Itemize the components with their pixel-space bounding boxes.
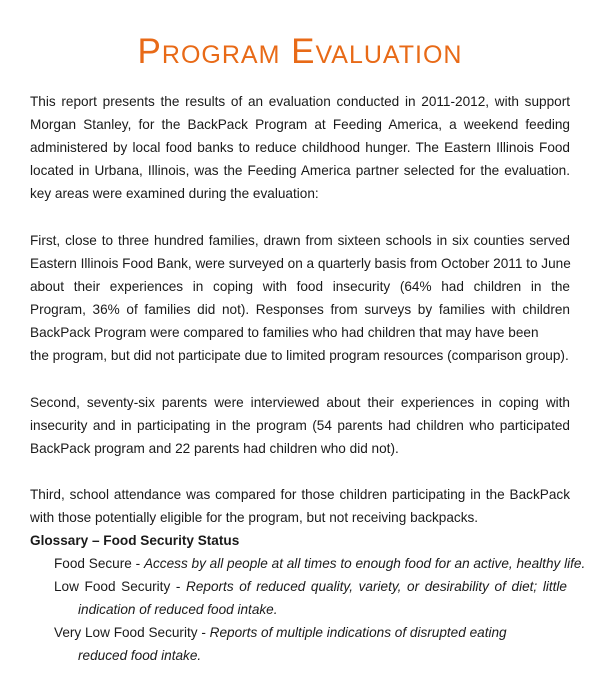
- glossary-heading: Glossary – Food Security Status: [30, 533, 240, 548]
- glossary-separator: -: [131, 556, 144, 571]
- paragraph-2-line-6: the program, but did not participate due to limited program resources (comparison group).: [30, 348, 569, 363]
- paragraph-3-line-2: insecurity and in participating in the program (54 parents had children who participated: [30, 418, 570, 433]
- glossary-definition: Access by all people at all times to enough food for an active, healthy life.: [143, 556, 586, 571]
- glossary-term: Low Food Security: [54, 579, 171, 594]
- paragraph-1-line-3: administered by local food banks to reduce childhood hunger. The Eastern Illinois Food: [30, 140, 570, 155]
- glossary-definition-continuation: indication of reduced food intake.: [78, 602, 278, 617]
- glossary-separator: -: [197, 625, 210, 640]
- paragraph-2-line-3: about their experiences in coping with food insecurity (64% had children in the: [30, 279, 570, 294]
- paragraph-3-line-3: BackPack program and 22 parents had children who did not).: [30, 441, 399, 456]
- paragraph-3-line-1: Second, seventy-six parents were interviewed about their experiences in coping with: [30, 395, 570, 410]
- glossary-definition: Reports of multiple indications of disrupted eating: [209, 625, 507, 640]
- paragraph-2-line-5: BackPack Program were compared to families who had children that may have been: [30, 325, 539, 340]
- paragraph-4-line-1: Third, school attendance was compared for those children participating in the BackPack: [30, 487, 570, 502]
- glossary-separator: -: [170, 579, 187, 594]
- glossary-item-low-food-security: [54, 577, 567, 597]
- paragraph-1-line-4: located in Urbana, Illinois, was the Feeding America partner selected for the evaluation.: [30, 163, 570, 178]
- paragraph-2-line-1: First, close to three hundred families, drawn from sixteen schools in six counties served: [30, 233, 570, 248]
- glossary-definition-continuation: reduced food intake.: [78, 648, 202, 663]
- paragraph-1-line-1: This report presents the results of an evaluation conducted in 2011-2012, with support: [30, 94, 570, 109]
- paragraph-2-line-4: Program, 36% of families did not). Responses from surveys by families with children: [30, 302, 570, 317]
- page-title: Program Evaluation: [137, 32, 463, 71]
- paragraph-1-line-5: key areas were examined during the evaluation:: [30, 186, 319, 201]
- paragraph-2-line-2: Eastern Illinois Food Bank, were surveyed on a quarterly basis from October 2011 to June: [30, 256, 571, 271]
- glossary-item-very-low-food-security: [54, 623, 507, 643]
- glossary-term: Very Low Food Security: [54, 625, 198, 640]
- glossary-item-food-secure: [54, 554, 585, 574]
- paragraph-4-line-2: with those potentially eligible for the program, but not receiving backpacks.: [30, 510, 479, 525]
- glossary-definition: Reports of reduced quality, variety, or desirability of diet; little: [186, 579, 567, 594]
- paragraph-1-line-2: Morgan Stanley, for the BackPack Program at Feeding America, a weekend feeding: [30, 117, 570, 132]
- glossary-term: Food Secure: [54, 556, 132, 571]
